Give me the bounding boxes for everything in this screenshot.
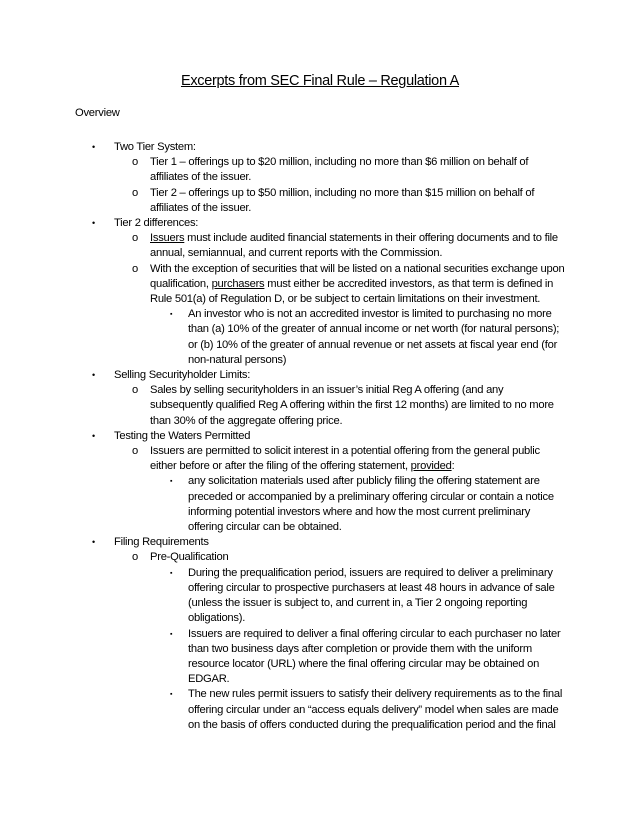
list-item — [92, 140, 564, 155]
circle-marker: o — [132, 186, 138, 199]
bullet-marker: • — [92, 430, 95, 441]
section-heading-overview: Overview — [75, 107, 120, 119]
list-item-text: any solicitation materials used after publicly filing the offering statement are preceded or accompanied by a preliminary offering circular or contain a notice informing potential investors where and how the most current preliminary offering circular can be obtained. — [188, 475, 554, 534]
square-marker: ▪ — [170, 569, 173, 577]
list-item-text: Sales by selling securityholders in an issuer’s initial Reg A offering (and any subsequently qualified Reg A offering within the first 12 months) are limited to no more than 30% of the aggregate offering price. — [150, 384, 554, 427]
list-item — [92, 216, 564, 231]
list-item — [132, 262, 565, 308]
list-item-text: Issuers are permitted to solicit interest in a potential offering from the general public either before or after the filing of the offering statement, — [150, 445, 540, 473]
square-marker: ▪ — [170, 691, 173, 699]
list-item-text: Issuers are required to deliver a final offering circular to each purchaser no later than two business days after completion or provide them with the uniform resource locator (URL) where the final offering circular may be obtained on EDGAR. — [188, 627, 561, 686]
list-item — [170, 566, 566, 627]
bullet-marker: • — [92, 370, 95, 381]
list-item — [92, 368, 564, 383]
list-item-text: An investor who is not an accredited investor is limited to purchasing no more than (a) 10% of the greater of annual income or net worth (for natural persons); or (b) 10% of the greater of annual revenue or net assets at fiscal year end (for non-natural persons) — [188, 308, 560, 366]
list-item-text: : — [451, 460, 455, 473]
list-item — [132, 383, 565, 429]
circle-marker: o — [132, 232, 138, 245]
list-item — [132, 186, 565, 216]
circle-marker: o — [132, 262, 138, 275]
list-item-text: must either be accredited investors, as that term is defined in Rule 501(a) of Regulation D, or be subject to certain limitations on their investment. — [150, 277, 554, 306]
bullet-list — [0, 140, 640, 733]
list-item — [170, 307, 566, 368]
list-item-text: During the prequalification period, issuers are required to deliver a preliminary offering circular to prospective purchasers at least 48 hours in advance of sale (unless the issuer is subject to, and current in, a Tier 2 ongoing reporting obligations). — [188, 566, 555, 625]
list-item-text: Selling Securityholder Limits: — [114, 369, 251, 382]
list-item-text: Tier 2 – offerings up to $50 million, including no more than $15 million on behalf of affiliates of the issuer. — [150, 186, 535, 214]
list-item-text: Testing the Waters Permitted — [114, 429, 251, 442]
list-item-text: With the exception of securities that will be listed on a national securities exchange upon qualification, — [150, 262, 565, 290]
list-item — [170, 474, 566, 535]
square-marker: ▪ — [170, 630, 173, 638]
underlined-term: provided — [410, 460, 452, 473]
list-item-text: Pre-Qualification — [150, 551, 229, 564]
circle-marker: o — [132, 384, 138, 397]
list-item — [92, 429, 564, 444]
list-item-text: Tier 1 – offerings up to $20 million, including no more than $6 million on behalf of affiliates of the issuer. — [150, 156, 529, 184]
circle-marker: o — [132, 551, 138, 564]
document-title: Excerpts from SEC Final Rule – Regulation A — [180, 73, 460, 89]
list-item — [132, 231, 565, 261]
square-marker: ▪ — [170, 478, 173, 486]
list-item-text: Tier 2 differences: — [114, 217, 199, 230]
list-item — [132, 155, 565, 185]
list-item-text: must include audited financial statements in their offering documents and to file annual, semiannual, and current reports with the Commission. — [150, 232, 558, 260]
square-marker: ▪ — [170, 311, 173, 319]
list-item — [92, 535, 564, 550]
list-item — [170, 687, 566, 733]
list-item — [132, 550, 565, 565]
underlined-term: purchasers — [211, 277, 265, 290]
underlined-term: Issuers — [150, 232, 185, 245]
circle-marker: o — [132, 445, 138, 458]
bullet-marker: • — [92, 537, 95, 548]
list-item — [132, 444, 565, 474]
list-item — [170, 627, 566, 688]
bullet-marker: • — [92, 142, 95, 152]
bullet-marker: • — [92, 218, 95, 229]
list-item-text: Two Tier System: — [114, 141, 196, 153]
list-item-text: The new rules permit issuers to satisfy their delivery requirements as to the final offering circular under an “access equals delivery” model when sales are made on the basis of offers conducted during the prequalification period and the final — [188, 688, 563, 731]
circle-marker: o — [132, 156, 138, 169]
list-item-text: Filing Requirements — [114, 536, 209, 549]
